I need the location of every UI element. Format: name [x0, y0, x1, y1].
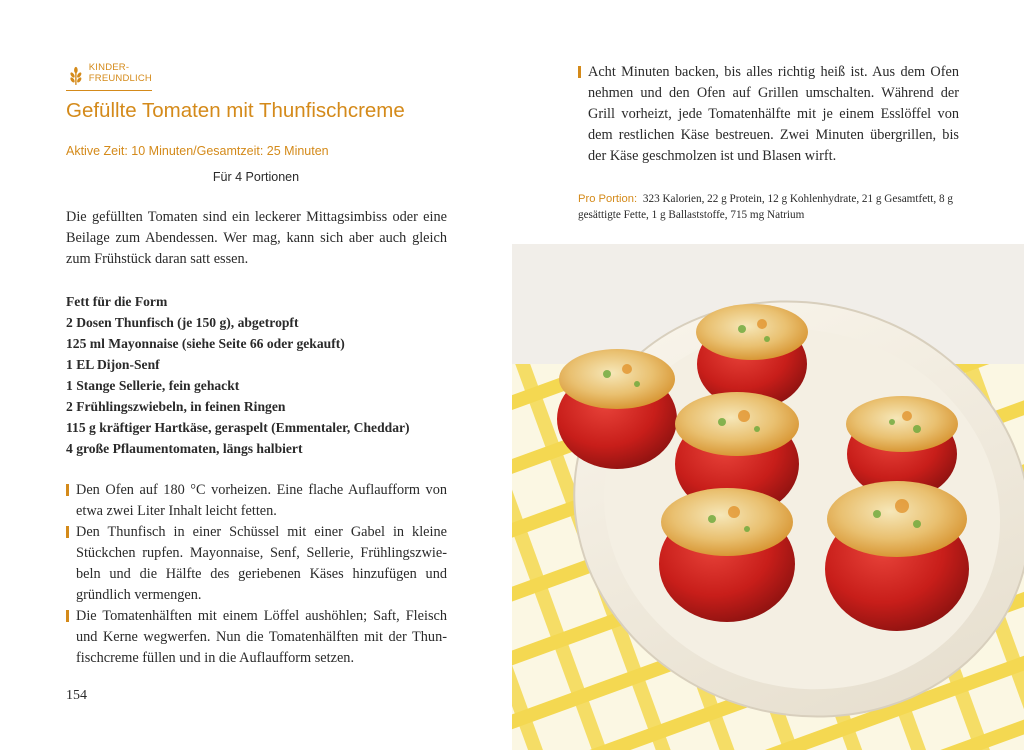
step-text: Den Thunfisch in einer Schüssel mit einer Gabel in kleine Stückchen rupfen. Mayonnaise, Senf, Sellerie, Frühlingszwiebeln und die Hälfte des geriebenen Käses hinzufügen und gründlich vermengen. — [76, 524, 447, 603]
ingredient-item: 4 große Pflaumentomaten, längs halbiert — [66, 441, 303, 456]
nutrition-label: Pro Portion: — [578, 193, 638, 205]
ingredient-item: 1 EL Dijon-Senf — [66, 357, 160, 372]
kid-friendly-badge — [66, 62, 152, 91]
stuffed-tomatoes-illustration — [512, 244, 1024, 750]
ingredient-item: 1 Stange Sellerie, fein gehackt — [66, 378, 240, 393]
step-marker — [578, 66, 581, 78]
stuffed-tomatoes-photo — [512, 244, 1024, 750]
wheat-icon — [66, 66, 86, 86]
ingredient-item: 2 Dosen Thunfisch (je 150 g), abgetropft — [66, 315, 299, 330]
badge-line-1: KINDER- — [88, 62, 130, 73]
ingredient-item: Fett für die Form — [66, 294, 168, 309]
recipe-time: Aktive Zeit: 10 Minuten/Gesamtzeit: 25 Minuten — [66, 144, 329, 158]
nutrition-values: 323 Kalorien, 22 g Protein, 12 g Kohlenhydrate, 21 g Gesamtfett, 8 g gesättigte Fette, 1 g Ballaststoffe, 715 mg Natrium — [578, 193, 953, 221]
nutrition-info — [578, 191, 962, 223]
step-list-continued — [578, 62, 959, 167]
step-marker — [66, 526, 69, 538]
step-text: Acht Minuten backen, bis alles richtig heiß ist. Aus dem Ofen nehmen und den Ofen auf Grillen umschalten. Während der Grill vorheizt, jede Tomatenhälfte mit je einem Esslöffel von dem restlichen Käse bestreuen. Zwei Minuten übergrillen, bis der Käse geschmolzen ist und Blasen wirft. — [588, 64, 959, 164]
ingredient-item: 2 Frühlingszwiebeln, in feinen Ringen — [66, 399, 286, 414]
step-text: Den Ofen auf 180 °C vorheizen. Eine flache Auflaufform von etwa zwei Liter Inhalt leicht fetten. — [76, 482, 447, 519]
badge-line-2: FREUNDLICH — [88, 73, 152, 84]
recipe-title: Gefüllte Tomaten mit Thunfischcreme — [66, 99, 405, 122]
right-page — [512, 0, 1024, 750]
step-list — [66, 480, 447, 669]
step-item — [66, 522, 447, 606]
recipe-portions: Für 4 Portionen — [212, 170, 300, 184]
step-item — [578, 62, 959, 167]
step-item — [66, 606, 447, 669]
page-number: 154 — [66, 688, 87, 703]
step-marker — [66, 610, 69, 622]
step-item — [66, 480, 447, 522]
step-marker — [66, 484, 69, 496]
recipe-intro: Die gefüllten Tomaten sind ein leckerer Mittagsimbiss oder eine Beilage zum Abendessen. Wer mag, kann sich aber auch gleich zum Frühstück daran satt essen. — [66, 209, 447, 267]
ingredient-item: 115 g kräftiger Hartkäse, geraspelt (Emmentaler, Cheddar) — [66, 420, 410, 435]
step-text: Die Tomatenhälften mit einem Löffel aushöhlen; Saft, Fleisch und Kerne wegwerfen. Nun die Tomatenhälften mit der Thunfischcreme füllen und in die Auflaufform setzen. — [76, 608, 447, 666]
ingredient-list — [66, 291, 447, 459]
ingredient-item: 125 ml Mayonnaise (siehe Seite 66 oder gekauft) — [66, 336, 345, 351]
